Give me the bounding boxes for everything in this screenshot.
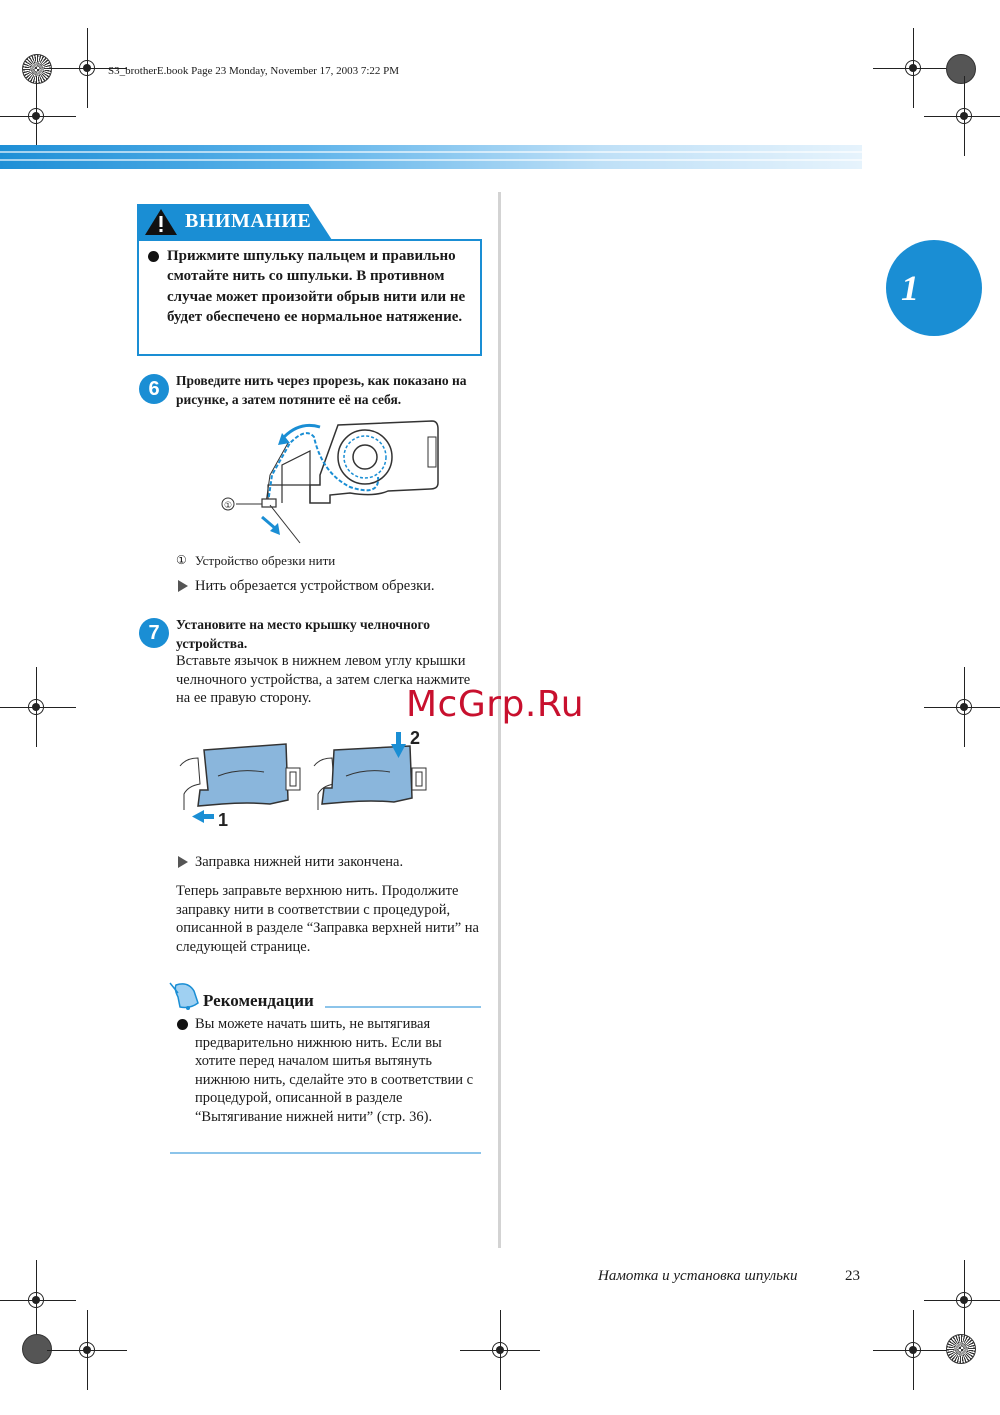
warning-title: ВНИМАНИЕ (185, 210, 312, 232)
step-6-title: Проведите нить через прорезь, как показано на рисунке, а затем потяните её на себя. (176, 373, 467, 407)
figure-caption: Устройство обрезки нити (195, 553, 336, 568)
step-7-followup: Теперь заправьте верхнюю нить. Продолжите заправку нити в соответствии с процедурой, описанной в разделе “Заправка верхней нити” на следующей странице. (176, 883, 479, 955)
warning-icon (144, 208, 178, 236)
watermark: McGrp.Ru (406, 684, 585, 725)
bullet-icon (148, 251, 159, 262)
warning-text: Прижмите шпульку пальцем и правильно смотайте нить со шпульки. В противном случае может произойти обрыв нити или не будет обеспечено ее нормальное натяжение. (167, 248, 466, 325)
figure-label-2: 2 (410, 728, 421, 748)
print-header: S3_brotherE.book Page 23 Monday, November 17, 2003 7:22 PM (108, 65, 400, 77)
memo-bell-icon (168, 981, 200, 1011)
result-arrow-icon (178, 580, 188, 592)
callout-marker: ① (223, 501, 233, 511)
registration-target-icon (946, 1334, 976, 1364)
bobbin-thread-cut-illustration (210, 415, 450, 550)
memo-top-rule (325, 1006, 481, 1008)
bobbin-cover-illustration (178, 724, 448, 834)
chapter-badge: 1 (886, 240, 982, 336)
result-arrow-icon (178, 856, 188, 868)
registration-target-icon (22, 1334, 52, 1364)
footer-section-title: Намотка и установка шпульки (598, 1268, 798, 1284)
header-color-band (0, 145, 862, 169)
memo-title: Рекомендации (203, 991, 314, 1010)
step-7-title: Установите на место крышку челночного устройства. (176, 617, 431, 651)
step-6-number: 6 (139, 374, 169, 404)
figure-label-1: 1 (218, 810, 229, 830)
page-number: 23 (845, 1268, 860, 1284)
memo-bottom-rule (170, 1152, 481, 1154)
step-7-result: Заправка нижней нити закончена. (195, 854, 404, 870)
caption-marker: ① (176, 553, 187, 567)
step-6-result: Нить обрезается устройством обрезки. (195, 578, 435, 594)
memo-text: Вы можете начать шить, не вытягивая предварительно нижнюю нить. Если вы хотите перед началом шитья вытянуть нижнюю нить, сделайте это в соответствии с процедурой, описанной в разделе “Вытягивание нижней нити” (стр. 36). (195, 1016, 474, 1125)
step-7-number: 7 (139, 618, 169, 648)
registration-target-icon (22, 54, 52, 84)
step-7-body: Вставьте язычок в нижнем левом углу крышки челночного устройства, а затем слегка нажмите на ее правую сторону. (176, 653, 471, 707)
registration-target-icon (946, 54, 976, 84)
bullet-icon (177, 1019, 188, 1030)
